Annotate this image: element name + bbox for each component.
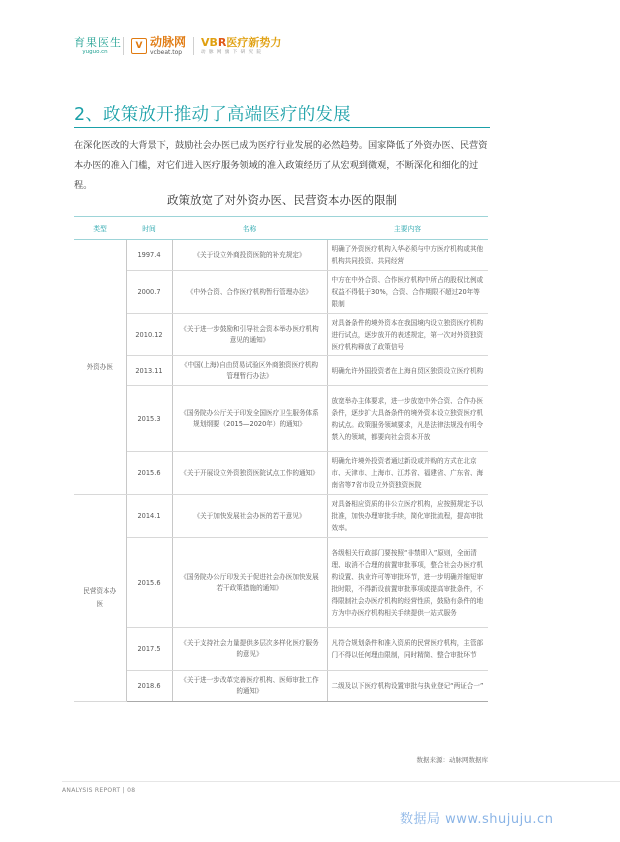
name-cell: 《中国(上海)自由贸易试验区外商独资医疗机构管理暂行办法》 [172, 356, 327, 386]
yuguo-logo-url: yuguo.cn [82, 49, 108, 55]
yuguo-logo-text: 育果医生 [74, 36, 122, 49]
content-cell: 各级相关行政部门要按照“非禁即入”原则，全面清理、取消不合理的前置审批事项，整合社会办医疗机构设置、执业许可等审批环节，进一步明确并缩短审批时限，不得新设前置审批事项或提高审批条件，不得限制社会办医疗机构的经营性质，鼓励有条件的地方为申办医疗机构相关手续提供一站式服务 [327, 538, 488, 628]
watermark: 数据局 www.shujuju.cn [400, 812, 554, 827]
name-cell: 《关于支持社会力量提供多层次多样化医疗服务的意见》 [172, 628, 327, 671]
vcbeat-logo [131, 36, 186, 57]
content-cell: 对具备相应资质的非公立医疗机构，应按照规定予以批准，加快办理审批手续，简化审批流程，提高审批效率。 [327, 495, 488, 538]
name-cell: 《关于加快发展社会办医的若干意见》 [172, 495, 327, 538]
content-cell: 二级及以下医疗机构设置审批与执业登记“两证合一” [327, 671, 488, 702]
name-cell: 《国务院办公厅印发关于促进社会办医加快发展若干政策措施的通知》 [172, 538, 327, 628]
footer-divider [62, 781, 620, 782]
time-cell: 2018.6 [126, 671, 172, 702]
table-row [74, 240, 488, 271]
name-cell: 《关于开展设立外资独资医院试点工作的通知》 [172, 452, 327, 495]
table-row [74, 271, 488, 314]
table-row [74, 386, 488, 452]
time-cell: 2015.6 [126, 538, 172, 628]
vcbeat-logo-text: 动脉网 [150, 34, 187, 49]
table-row [74, 495, 488, 538]
time-cell: 2014.1 [126, 495, 172, 538]
type-label: 民营资本办医 [83, 587, 117, 608]
content-cell: 凡符合规划条件和准入资质的民营医疗机构，主管部门不得以任何理由限制，同时精简、整合审批环节 [327, 628, 488, 671]
name-cell: 《中外合资、合作医疗机构暂行管理办法》 [172, 271, 327, 314]
time-cell: 2013.11 [126, 356, 172, 386]
vcbeat-logo-url: vcbeat.top [150, 48, 183, 56]
table-row [74, 314, 488, 356]
table-title: 政策放宽了对外资办医、民营资本办医的限制 [167, 193, 397, 207]
table-row [74, 452, 488, 495]
content-cell: 明确允许外国投资者在上海自贸区独资设立医疗机构 [327, 356, 488, 386]
data-source-note: 数据来源：动脉网数据库 [416, 756, 488, 764]
name-cell: 《关于进一步鼓励和引导社会资本举办医疗机构意见的通知》 [172, 314, 327, 356]
vcbeat-mark-icon: V [131, 38, 147, 54]
time-cell: 1997.4 [126, 240, 172, 271]
name-cell: 《国务院办公厅关于印发全国医疗卫生服务体系规划纲要（2015—2020年）的通知》 [172, 386, 327, 452]
table-row [74, 671, 488, 702]
time-cell: 2000.7 [126, 271, 172, 314]
table-header-row [74, 217, 488, 240]
header-name: 名称 [172, 217, 327, 240]
intro-paragraph: 在深化医改的大背景下，鼓励社会办医已成为医疗行业发展的必然趋势。国家降低了外资办医、民营资本办医的准入门槛，对它们进入医疗服务领域的准入政策经历了从宏观到微观，不断深化和细化的过程。 [74, 140, 488, 191]
vbr-logo-text: VBR医疗新势力 [201, 36, 282, 49]
table-row [74, 628, 488, 671]
heading-divider [74, 127, 490, 128]
footer-page-label: ANALYSIS REPORT | 08 [62, 787, 136, 794]
policy-table [74, 216, 488, 702]
vbr-logo [201, 36, 281, 56]
time-cell: 2017.5 [126, 628, 172, 671]
content-cell: 明确允许境外投资者通过新设或并购的方式在北京市、天津市、上海市、江苏省、福建省、广东省、海南省等7省市设立外资独资医院 [327, 452, 488, 495]
header-content: 主要内容 [327, 217, 488, 240]
time-cell: 2015.3 [126, 386, 172, 452]
vbr-logo-subtitle: 动 脉 网 旗 下 研 究 院 [201, 50, 263, 55]
name-cell: 《关于设立外商投资医院的补充规定》 [172, 240, 327, 271]
name-cell: 《关于进一步改革完善医疗机构、医师审批工作的通知》 [172, 671, 327, 702]
content-cell: 中方在中外合资、合作医疗机构中所占的股权比例或权益不得低于30%，合资、合作期限不超过20年等限制 [327, 271, 488, 314]
header-type: 类型 [74, 217, 126, 240]
table-row [74, 538, 488, 628]
type-cell: 外资办医 [74, 240, 126, 495]
section-heading: 2、政策放开推动了高端医疗的发展 [74, 105, 351, 125]
type-cell [74, 495, 126, 702]
content-cell: 放宽举办主体要求，进一步放宽中外合资、合作办医条件，逐步扩大具备条件的境外资本设立独资医疗机构试点。政策服务领域要求，凡是法律法规没有明令禁入的领域，都要向社会资本开放 [327, 386, 488, 452]
time-cell: 2010.12 [126, 314, 172, 356]
logo-divider [193, 37, 194, 55]
header-time: 时间 [126, 217, 172, 240]
time-cell: 2015.6 [126, 452, 172, 495]
yuguo-logo [74, 36, 122, 56]
content-cell: 明确了外资医疗机构入华必须与中方医疗机构或其他机构共同投资、共同经营 [327, 240, 488, 271]
table-row [74, 356, 488, 386]
header-logos [74, 30, 281, 62]
content-cell: 对具备条件的境外资本在我国境内设立独资医疗机构进行试点，逐步放开的表述规定，第一次对外资独资医疗机构释放了政策信号 [327, 314, 488, 356]
logo-divider [123, 37, 124, 55]
